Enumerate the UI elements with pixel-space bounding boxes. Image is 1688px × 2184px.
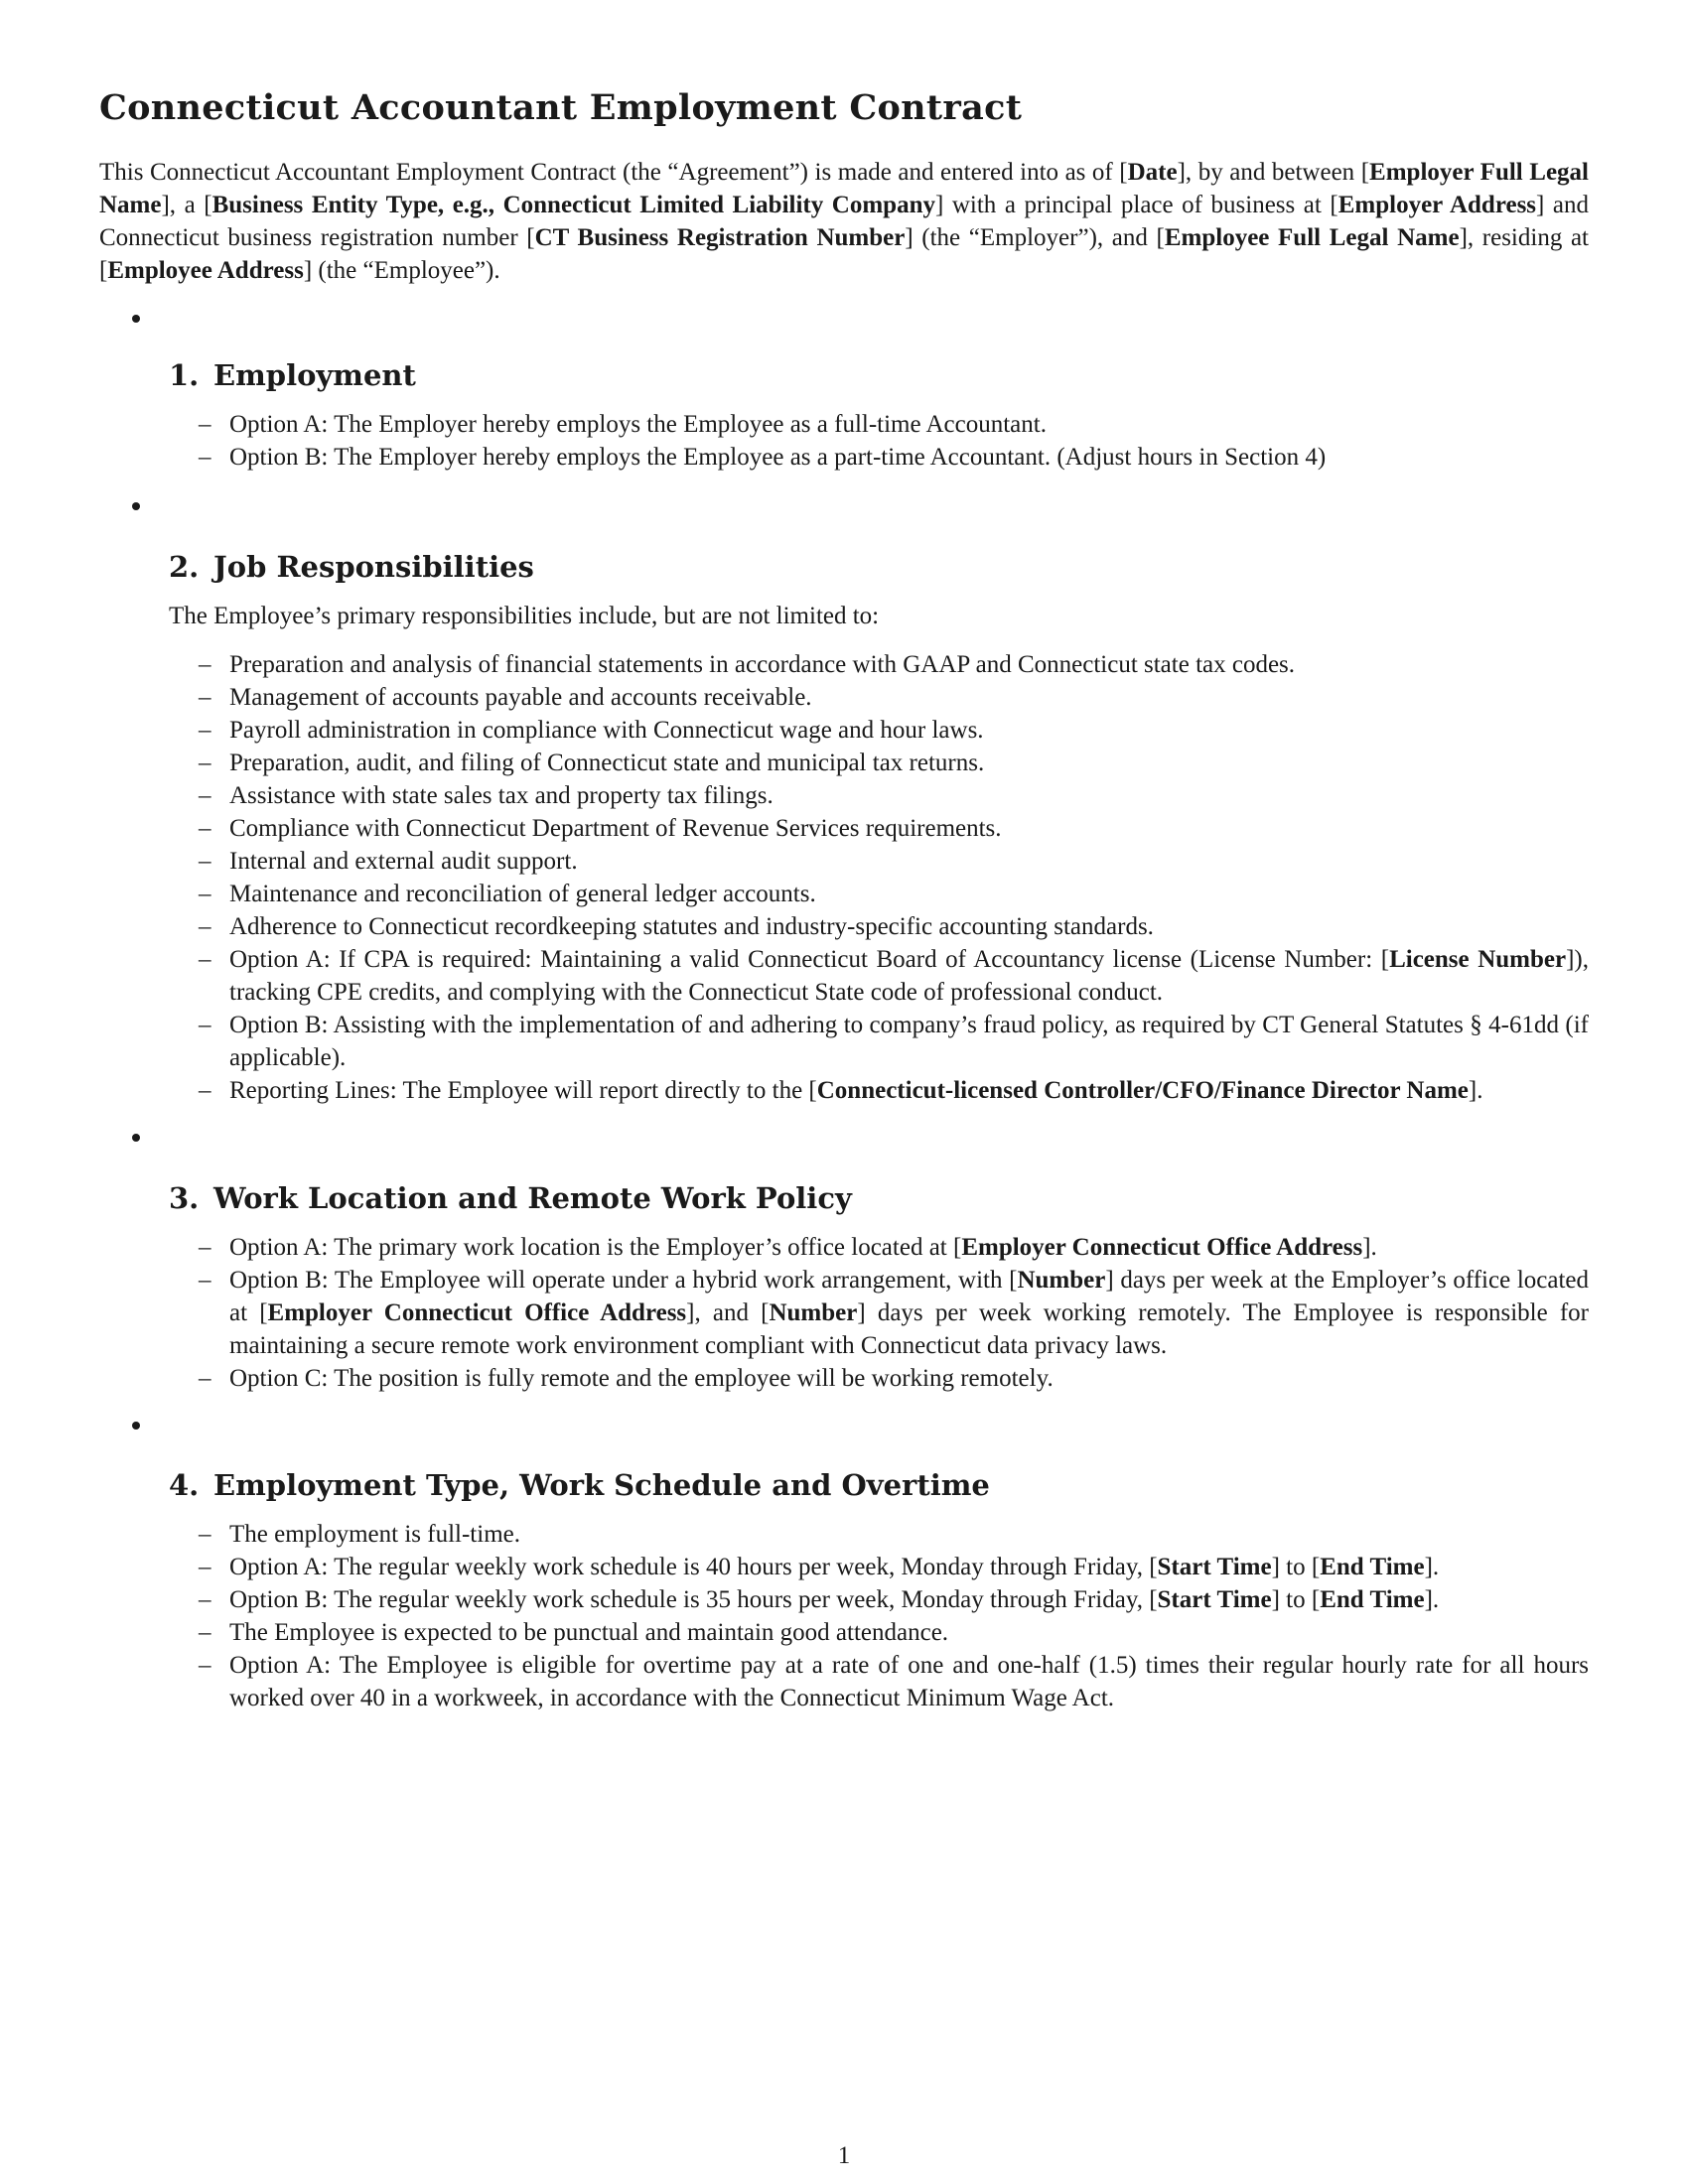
list-item: – Adherence to Connecticut recordkeeping statutes and industry-specific accounting standards. — [169, 910, 1589, 943]
placeholder-employer-address: Employer Address — [1337, 192, 1537, 218]
section-number: 3. — [169, 1181, 200, 1215]
intro-paragraph — [99, 156, 1589, 287]
list-item — [169, 1264, 1589, 1362]
item-text: Option B: The regular weekly work schedule is 35 hours per week, Monday through Friday, [ — [229, 1586, 1158, 1613]
intro-text: ] (the “Employee”). — [303, 257, 500, 284]
list-item: – Compliance with Connecticut Department of Revenue Services requirements. — [169, 812, 1589, 845]
section-heading — [169, 1468, 1589, 1502]
section-bullet — [99, 287, 1589, 358]
placeholder-number: Number — [1017, 1267, 1106, 1294]
document-page — [99, 87, 1589, 1714]
intro-text: ] and Connecticut business registration number [ — [99, 192, 1590, 251]
placeholder-employer-name: Employer Full Legal Name — [99, 159, 1589, 218]
placeholder-controller-name: Connecticut-licensed Controller/CFO/Finance Director Name — [816, 1077, 1469, 1104]
bullet-dot — [132, 502, 140, 510]
list-item: – Maintenance and reconciliation of general ledger accounts. — [169, 878, 1589, 910]
bullet-dot — [132, 1422, 140, 1430]
section-title: Employment Type, Work Schedule and Overtime — [213, 1468, 990, 1502]
item-text: Option A: The regular weekly work schedule is 40 hours per week, Monday through Friday, [ — [229, 1554, 1158, 1580]
item-text: Option B: The Employee will operate under a hybrid work arrangement, with [ — [229, 1267, 1018, 1294]
intro-text: ] with a principal place of business at [ — [934, 192, 1338, 218]
item-text: ]. — [1362, 1234, 1377, 1261]
section-bullet — [99, 1395, 1589, 1468]
page-number: 1 — [837, 2142, 851, 2169]
section-lead: The Employee’s primary responsibilities include, but are not limited to: — [169, 603, 880, 629]
intro-text: This Connecticut Accountant Employment Contract (the “Agreement”) is made and entered into as of [ — [99, 159, 1128, 186]
list-item: – Management of accounts payable and accounts receivable. — [169, 681, 1589, 714]
placeholder-license-number: License Number — [1389, 946, 1567, 973]
placeholder-date: Date — [1127, 159, 1178, 186]
intro-text: ], by and between [ — [1177, 159, 1370, 186]
list-item: – Preparation and analysis of financial statements in accordance with GAAP and Connecticut state tax codes. — [169, 648, 1589, 681]
list-item — [169, 1231, 1589, 1264]
placeholder-start-time: Start Time — [1157, 1586, 1272, 1613]
section-title: Job Responsibilities — [213, 550, 534, 584]
item-text: ]. — [1424, 1554, 1440, 1580]
placeholder-employee-address: Employee Address — [107, 257, 304, 284]
item-text: ] days per week working remotely. The Employee is responsible for maintaining a secure remote work environment compliant with Connecticut data privacy laws. — [229, 1299, 1589, 1359]
list-item: – Option A: The Employee is eligible for overtime pay at a rate of one and one-half (1.5) times their regular hourly rate for all hours worked over 40 in a workweek, in accordance with the Connecticut Minimum Wage Act. — [169, 1649, 1589, 1714]
list-item-cpa — [169, 943, 1589, 1009]
placeholder-office-address: Employer Connecticut Office Address — [961, 1234, 1363, 1261]
section-heading — [169, 358, 1589, 392]
bullet-dot — [132, 315, 140, 323]
section-heading — [169, 1181, 1589, 1215]
section-title: Work Location and Remote Work Policy — [213, 1181, 852, 1215]
placeholder-start-time: Start Time — [1157, 1554, 1272, 1580]
option-list — [169, 408, 1589, 474]
item-text: ]. — [1468, 1077, 1483, 1104]
schedule-list — [169, 1518, 1589, 1714]
placeholder-ct-registration: CT Business Registration Number — [534, 224, 906, 251]
intro-text: ] (the “Employer”), and [ — [905, 224, 1165, 251]
item-text: ] days per week at the Employer’s office located at [ — [229, 1267, 1590, 1326]
option-list — [169, 1231, 1589, 1395]
section-job-responsibilities — [169, 550, 1589, 1107]
list-item: – Internal and external audit support. — [169, 845, 1589, 878]
list-item — [169, 1583, 1589, 1616]
list-item: – The employment is full-time. — [169, 1518, 1589, 1551]
item-text: ]. — [1424, 1586, 1440, 1613]
list-item-reporting — [169, 1074, 1589, 1107]
section-title: Employment — [213, 358, 416, 392]
placeholder-number: Number — [769, 1299, 858, 1326]
placeholder-employee-name: Employee Full Legal Name — [1164, 224, 1460, 251]
list-item: – Preparation, audit, and filing of Connecticut state and municipal tax returns. — [169, 747, 1589, 779]
section-heading — [169, 550, 1589, 584]
bullet-dot — [132, 1134, 140, 1142]
section-bullet — [99, 474, 1589, 550]
list-item: – Option B: Assisting with the implementation of and adhering to company’s fraud policy, as required by CT General Statutes § 4-61dd (if applicable). — [169, 1009, 1589, 1074]
item-text: Option A: The primary work location is the Employer’s office located at [ — [229, 1234, 962, 1261]
intro-text: ], residing at [ — [99, 224, 1589, 284]
responsibility-list — [169, 648, 1589, 1107]
item-text: ], and [ — [686, 1299, 770, 1326]
item-text: ] to [ — [1271, 1586, 1321, 1613]
section-number: 4. — [169, 1468, 200, 1502]
placeholder-end-time: End Time — [1320, 1586, 1425, 1613]
item-text: Option A: If CPA is required: Maintaining a valid Connecticut Board of Accountancy license (License Number: [ — [229, 946, 1390, 973]
placeholder-office-address: Employer Connecticut Office Address — [267, 1299, 687, 1326]
section-number: 2. — [169, 550, 200, 584]
item-text: ] to [ — [1271, 1554, 1321, 1580]
placeholder-end-time: End Time — [1320, 1554, 1425, 1580]
section-bullet — [99, 1107, 1589, 1181]
list-item — [169, 1551, 1589, 1583]
intro-text: ], a [ — [161, 192, 212, 218]
item-text: Reporting Lines: The Employee will report directly to the [ — [229, 1077, 817, 1104]
list-item: – Option A: The Employer hereby employs the Employee as a full-time Accountant. — [169, 408, 1589, 441]
list-item: – Assistance with state sales tax and property tax filings. — [169, 779, 1589, 812]
list-item: – Option B: The Employer hereby employs the Employee as a part-time Accountant. (Adjust hours in Section 4) — [169, 441, 1589, 474]
document-title: Connecticut Accountant Employment Contract — [99, 87, 1023, 128]
list-item: – Payroll administration in compliance with Connecticut wage and hour laws. — [169, 714, 1589, 747]
section-employment — [169, 358, 1589, 474]
placeholder-entity-type: Business Entity Type, e.g., Connecticut Limited Liability Company — [211, 192, 935, 218]
section-work-location — [169, 1181, 1589, 1395]
section-employment-type — [169, 1468, 1589, 1714]
list-item: – Option C: The position is fully remote and the employee will be working remotely. — [169, 1362, 1589, 1395]
item-text: ]), tracking CPE credits, and complying with the Connecticut State code of professional conduct. — [229, 946, 1590, 1006]
list-item: – The Employee is expected to be punctual and maintain good attendance. — [169, 1616, 1589, 1649]
section-number: 1. — [169, 358, 200, 392]
